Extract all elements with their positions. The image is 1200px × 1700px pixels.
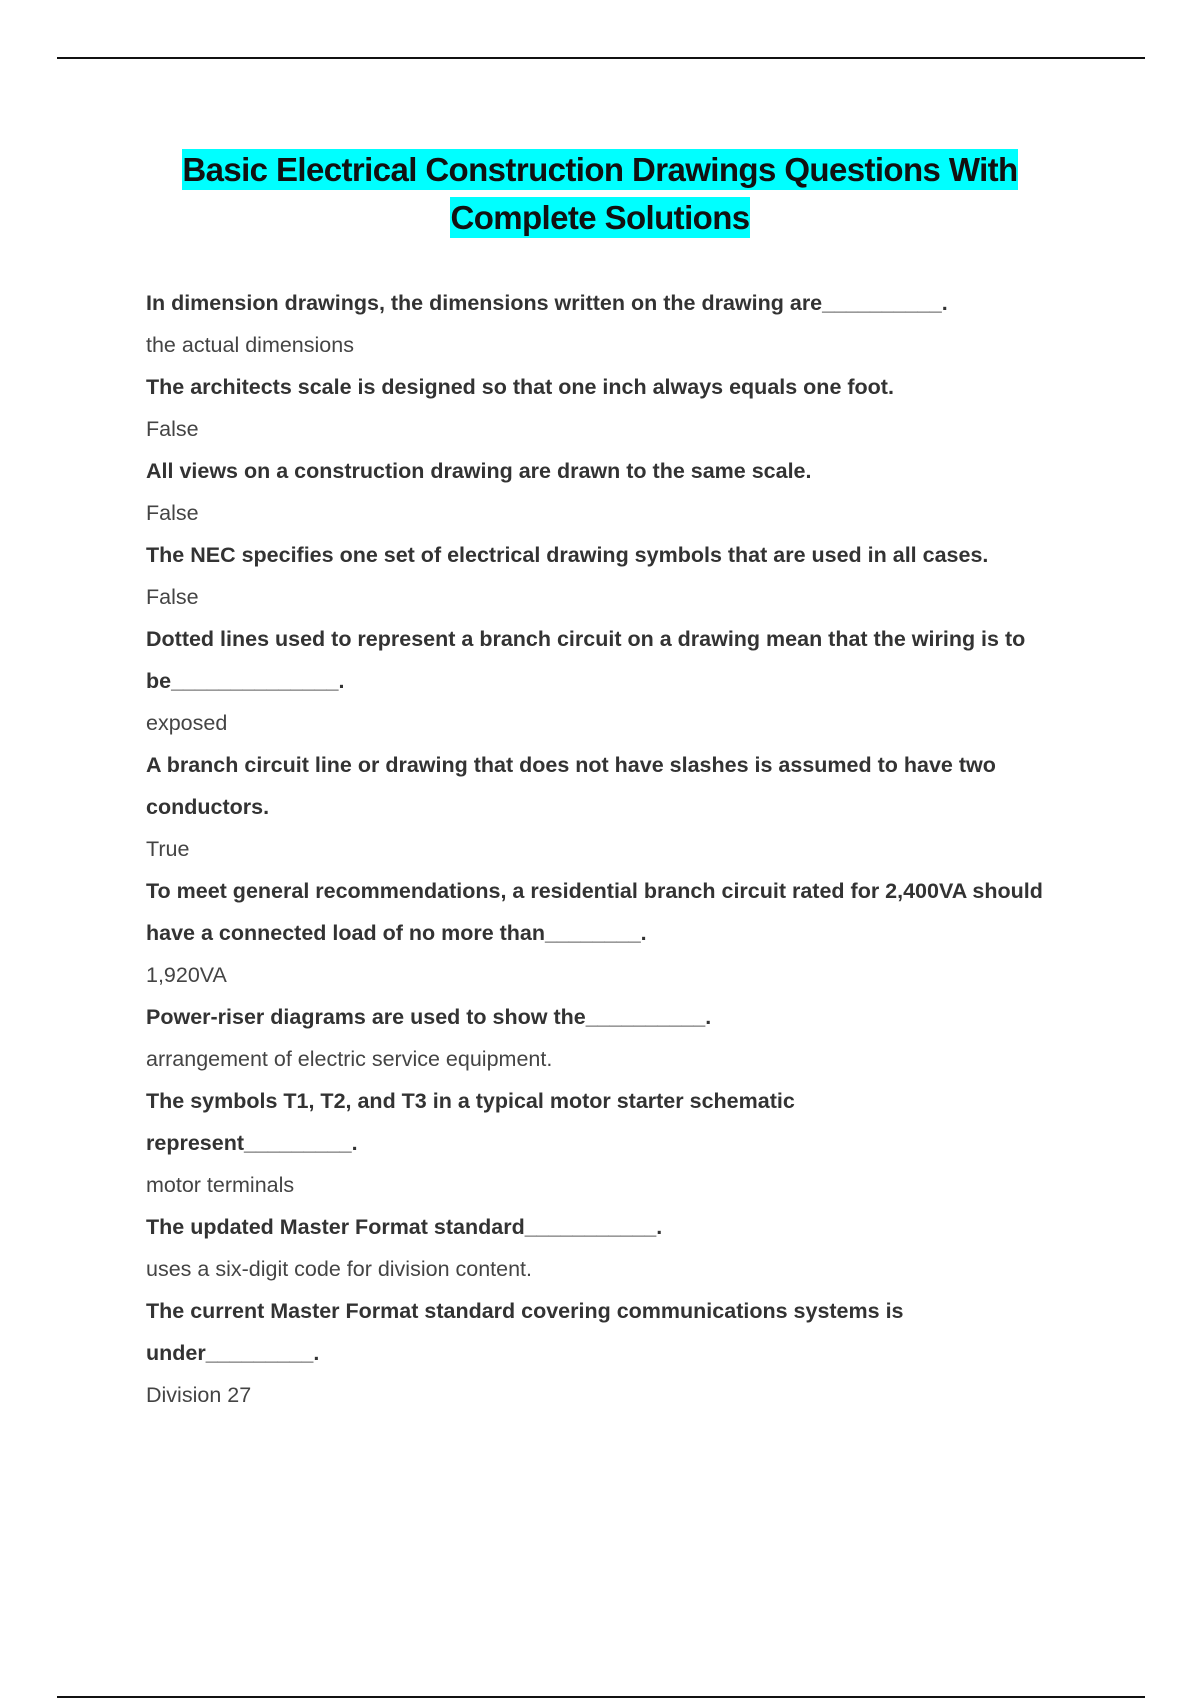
footer-rule [57, 1696, 1145, 1698]
title-line-2: Complete Solutions [450, 199, 750, 236]
answer-9: motor terminals [146, 1173, 295, 1197]
answer-4: False [146, 585, 199, 609]
answer-8: arrangement of electric service equipment. [146, 1047, 553, 1071]
answer-5: exposed [146, 711, 228, 735]
question-4: The NEC specifies one set of electrical drawing symbols that are used in all cases. [146, 543, 989, 567]
answer-11: Division 27 [146, 1383, 252, 1407]
answer-6: True [146, 837, 190, 861]
question-3: All views on a construction drawing are drawn to the same scale. [146, 459, 812, 483]
answer-10: uses a six-digit code for division content. [146, 1257, 533, 1281]
answer-2: False [146, 417, 199, 441]
question-9: The symbols T1, T2, and T3 in a typical motor starter schematic represent_________. [146, 1089, 795, 1155]
title-line-1: Basic Electrical Construction Drawings Questions With [182, 151, 1018, 188]
answer-3: False [146, 501, 199, 525]
answer-7: 1,920VA [146, 963, 227, 987]
question-1: In dimension drawings, the dimensions written on the drawing are__________. [146, 291, 948, 315]
header-rule [57, 57, 1145, 59]
question-10: The updated Master Format standard___________. [146, 1215, 663, 1239]
question-8: Power-riser diagrams are used to show the__________. [146, 1005, 712, 1029]
qa-list [146, 282, 1106, 1416]
question-11: The current Master Format standard covering communications systems is under_________. [146, 1299, 904, 1365]
answer-1: the actual dimensions [146, 333, 354, 357]
document-title [0, 146, 1200, 242]
question-7: To meet general recommendations, a residential branch circuit rated for 2,400VA should have a connected load of no more than________. [146, 879, 1043, 945]
question-5: Dotted lines used to represent a branch circuit on a drawing mean that the wiring is to be______________. [146, 627, 1026, 693]
question-2: The architects scale is designed so that one inch always equals one foot. [146, 375, 894, 399]
question-6: A branch circuit line or drawing that does not have slashes is assumed to have two conductors. [146, 753, 996, 819]
